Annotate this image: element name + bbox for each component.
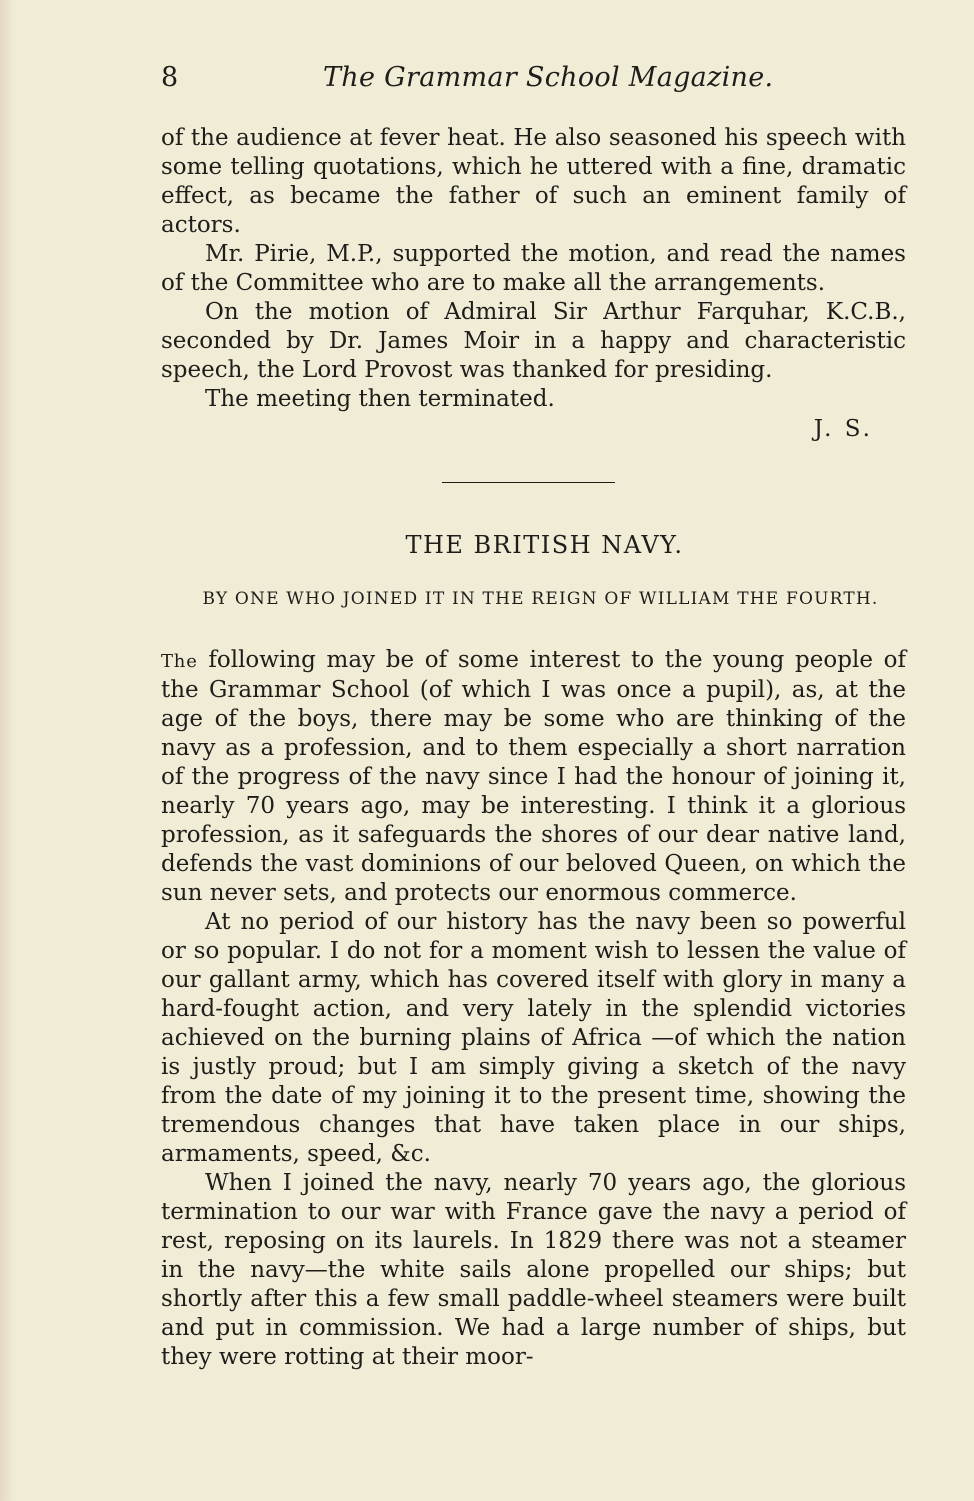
- paragraph: When I joined the navy, nearly 70 years ago, the glorious termination to our war with France gave the navy a period of rest, reposing on its laurels. In 1829 there was not a steamer in the navy—the white sails alone propelled our ships; but shortly after this a few small paddle-wheel steamers were built and put in commission. We had a large number of ships, but they were rotting at their moor-: [161, 1170, 906, 1370]
- paragraph: of the audience at fever heat. He also seasoned his speech with some telling quotations, which he uttered with a fine, dramatic effect, as became the father of such an eminent family of actors.: [161, 125, 906, 238]
- paragraph: Mr. Pirie, M.P., supported the motion, and read the names of the Committee who are to make all the arrangements.: [161, 241, 906, 296]
- paragraph: On the motion of Admiral Sir Arthur Farquhar, K.C.B., seconded by Dr. James Moir in a happy and characteristic speech, the Lord Provost was thanked for presiding.: [161, 299, 906, 383]
- section-divider: [442, 482, 615, 483]
- paragraph: [161, 646, 906, 908]
- paragraph: The meeting then terminated.: [205, 386, 555, 412]
- page-body: [161, 124, 906, 1372]
- article-title: THE BRITISH NAVY.: [405, 531, 684, 559]
- page-number: 8: [161, 62, 179, 93]
- opening-word: The: [161, 651, 198, 672]
- previous-article-continuation: [161, 124, 906, 444]
- paragraph: At no period of our history has the navy been so powerful or so popular. I do not for a moment wish to lessen the value of our gallant army, which has covered itself with glory in many a hard-fought action, and very lately in the splendid victories achieved on the burning plains of Africa —of which the nation is justly proud; but I am simply giving a sketch of the navy from the date of my joining it to the present time, showing the tremendous changes that have taken place in our ships, armaments, speed, &c.: [161, 909, 906, 1167]
- article-body: [161, 646, 906, 1372]
- running-header: [161, 62, 906, 102]
- paragraph-text: following may be of some interest to the young people of the Grammar School (of which I was once a pupil), as, at the age of the boys, there may be some who are thinking of the navy as a profession, and to them especially a short narration of the progress of the navy since I had the honour of joining it, nearly 70 years ago, may be interesting. I think it a glorious profession, as it safeguards the shores of our dear native land, defends the vast dominions of our beloved Queen, on which the sun never sets, and protects our enormous commerce.: [161, 647, 906, 906]
- author-signature: J. S.: [813, 416, 873, 442]
- article-subtitle: BY ONE WHO JOINED IT IN THE REIGN OF WILLIAM THE FOURTH.: [202, 589, 879, 609]
- magazine-title: The Grammar School Magazine.: [323, 62, 774, 93]
